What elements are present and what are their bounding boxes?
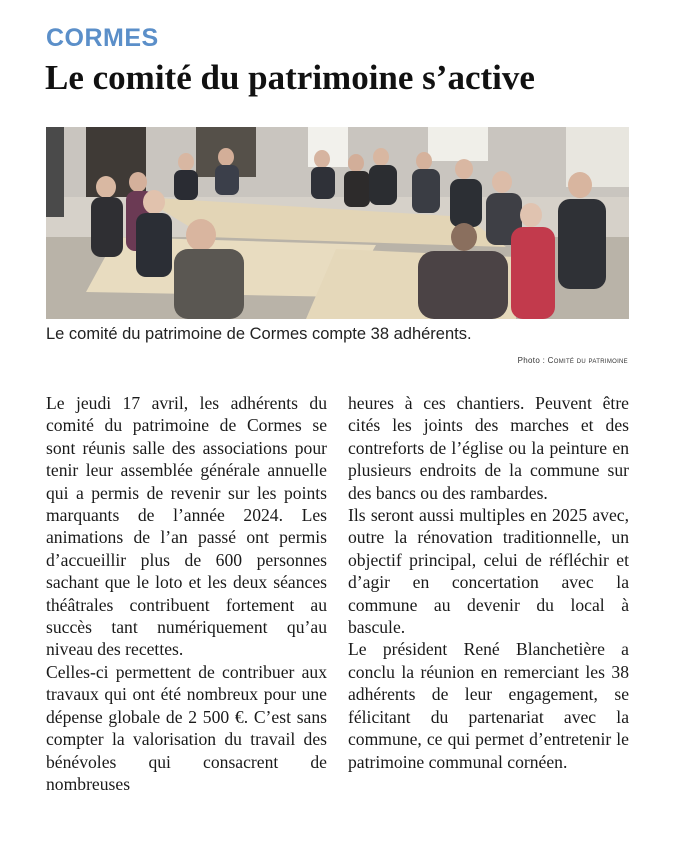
- photo-credit: [518, 356, 628, 365]
- photo-credit-prefix: Photo :: [517, 356, 546, 365]
- photo-credit-name: Comité du patrimoine: [547, 356, 628, 365]
- article-column-right: [348, 392, 629, 773]
- section-kicker: CORMES: [46, 24, 159, 52]
- article-paragraph: heures à ces chantiers. Peuvent être cités les joints des marches et des contreforts de l’église ou la peinture en plusieurs endroits de la commune sur des bancs ou des rambardes.: [348, 393, 629, 503]
- article-paragraph: Le jeudi 17 avril, les adhérents du comité du patrimoine de Cormes se sont réunis salle des associations pour tenir leur assemblée générale annuelle qui a permis de revenir sur les points marquants de l’année 2024. Les animations de l’an passé ont permis d’accueillir plus de 600 personnes sachant que le loto et les deux séances théâtrales contribuent fortement au succès tant numériquement qu’au niveau des recettes.: [46, 393, 327, 660]
- article-paragraph: Ils seront aussi multiples en 2025 avec, outre la rénovation traditionnelle, un objectif principal, celui de réfléchir et d’agir en concertation avec la commune au devenir du local à bascule.: [348, 505, 629, 638]
- article-photo: [46, 127, 629, 319]
- article-paragraph: Celles-ci permettent de contribuer aux travaux qui ont été nombreux pour une dépense globale de 2 500 €. C’est sans compter la valorisation du travail des bénévoles qui consacrent de nombreuses: [46, 661, 327, 794]
- group-meeting-photo-icon: [46, 127, 629, 319]
- article-paragraph: Le président René Blanchetière a conclu la réunion en remerciant les 38 adhérents de leur engagement, se félicitant du partenariat avec la commune, ce qui permet d’entretenir le patrimoine communal cornéen.: [348, 639, 629, 772]
- article-column-left: [46, 392, 327, 795]
- article-headline: Le comité du patrimoine s’active: [45, 58, 535, 97]
- photo-caption: Le comité du patrimoine de Cormes compte 38 adhérents.: [46, 325, 472, 343]
